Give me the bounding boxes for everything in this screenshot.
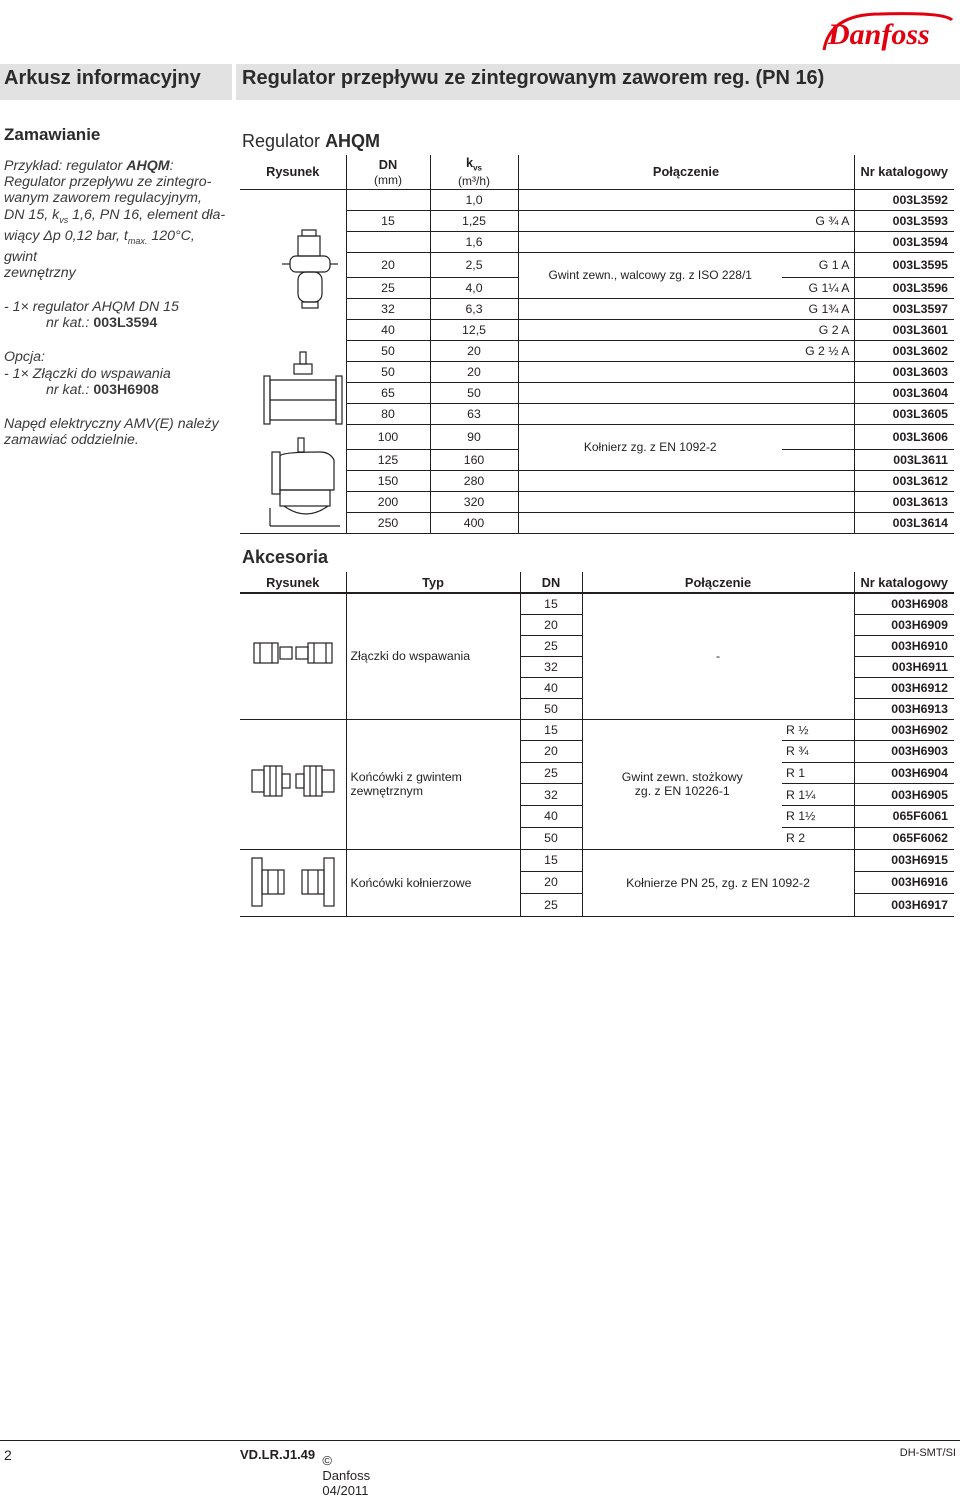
table-cell: 100: [346, 424, 430, 449]
table-cell: 50: [346, 361, 430, 382]
catalog-number: 003L3602: [854, 340, 954, 361]
table-row: [240, 298, 954, 319]
table-cell: [782, 491, 854, 512]
table-cell: 65: [346, 382, 430, 403]
table-cell: 50: [520, 827, 582, 849]
table-cell: [518, 231, 782, 252]
table-cell: 50: [520, 698, 582, 719]
ordering-title: Zamawianie: [4, 125, 101, 144]
catalog-number: 003L3593: [854, 210, 954, 231]
catalog-number: 065F6061: [854, 806, 954, 828]
table-cell: 125: [346, 449, 430, 470]
large-valve-drawing: [270, 438, 340, 526]
catalog-number: 003L3612: [854, 470, 954, 491]
table-cell: R ½: [786, 722, 809, 737]
table-cell: [782, 403, 854, 424]
table-cell: 250: [346, 512, 430, 533]
table-cell: G 1¾ A: [808, 301, 850, 316]
table-cell: 400: [430, 512, 518, 533]
table-cell: 40: [520, 806, 582, 828]
table-row: [240, 210, 954, 231]
weld-fittings-drawing: [240, 593, 346, 719]
weld-fittings-connection: -: [582, 593, 854, 719]
table-cell: 50: [430, 382, 518, 403]
col-type: Typ: [346, 572, 520, 593]
table-cell: 50: [346, 340, 430, 361]
type-threaded-tailpieces: Końcówki z gwintem zewnętrznym: [346, 719, 520, 849]
catalog-number: 003L3597: [854, 298, 954, 319]
table-cell: G 2 A: [818, 322, 850, 337]
accessories-table: [240, 572, 954, 917]
table-cell: 20: [520, 871, 582, 893]
table-row: [240, 491, 954, 512]
catalog-number: 065F6062: [854, 827, 954, 849]
table-cell: G 1 A: [818, 257, 850, 272]
table-cell: 1,0: [430, 189, 518, 210]
table-cell: 1,25: [430, 210, 518, 231]
catalog-number: 003H6909: [854, 614, 954, 635]
table-cell: [346, 231, 430, 252]
table-cell: [518, 298, 782, 319]
flanged-tailpieces-connection: Kołnierze PN 25, zg. z EN 1092-2: [582, 849, 854, 916]
table-row: [240, 719, 954, 741]
catalog-number: 003H6917: [854, 894, 954, 916]
table-cell: G 2 ½ A: [805, 343, 850, 358]
table-cell: [782, 382, 854, 403]
ordering-section: [4, 124, 226, 467]
col-connection: Połączenie: [518, 155, 854, 189]
table-cell: [518, 319, 782, 340]
table-row: [240, 155, 954, 189]
table-cell: 6,3: [430, 298, 518, 319]
table-cell: [782, 512, 854, 533]
order-option: Opcja: - 1× Złączki do wspawania nr kat.: 003H6908: [4, 349, 171, 398]
table-cell: 2,5: [430, 252, 518, 277]
table-cell: 63: [430, 403, 518, 424]
table-cell: 80: [346, 403, 430, 424]
catalog-number: 003H6905: [854, 784, 954, 806]
table-cell: 280: [430, 470, 518, 491]
table-cell: 25: [520, 635, 582, 656]
table-row: [240, 340, 954, 361]
order-example: Przykład: regulator AHQM: Regulator przepływu ze zintegro- wanym zaworem regulacyjnym, DN 15, $k_{vs}$ 1,6, PN 16, element dła- wiący Δp 0,12 bar, $t_{max.}$ 120°C, gwint zewnętrzny: [4, 158, 226, 281]
table-cell: 90: [430, 424, 518, 449]
table-cell: 40: [346, 319, 430, 340]
table-cell: 150: [346, 470, 430, 491]
catalog-number: 003H6910: [854, 635, 954, 656]
table-cell: [782, 470, 854, 491]
doc-reference: VD.LR.J1.49 © Danfoss 04/2011: [240, 1447, 371, 1498]
table-row: [240, 319, 954, 340]
table-cell: G 1¼ A: [808, 280, 850, 295]
order-note: Napęd elektryczny AMV(E) należy zamawiać oddzielnie.: [4, 416, 219, 449]
catalog-number: 003H6904: [854, 762, 954, 784]
table-cell: [518, 403, 782, 424]
table-row: [240, 231, 954, 252]
table-cell: 32: [520, 656, 582, 677]
table-cell: 20: [520, 614, 582, 635]
document-type-header: Arkusz informacyjny: [0, 64, 232, 100]
table-cell: [518, 512, 782, 533]
table-cell: [782, 231, 854, 252]
table-cell: 20: [430, 340, 518, 361]
table-cell: [518, 382, 782, 403]
col-drawing: Rysunek: [266, 574, 320, 590]
catalog-number: 003L3603: [854, 361, 954, 382]
type-weld-fittings: Złączki do wspawania: [346, 593, 520, 719]
table-row: [240, 470, 954, 491]
catalog-number: 003H6908: [854, 593, 954, 614]
flanged-tailpieces-drawing: [240, 849, 346, 916]
danfoss-logo: [818, 6, 956, 56]
table-cell: 1,6: [430, 231, 518, 252]
table-cell: 4,0: [430, 277, 518, 298]
table-cell: 32: [520, 784, 582, 806]
accessories-title: Akcesoria: [242, 547, 329, 567]
catalog-number: 003L3592: [854, 189, 954, 210]
col-dn: DN (mm): [346, 155, 430, 189]
table-cell: 20: [430, 361, 518, 382]
regulator-table: [240, 155, 954, 534]
table-cell: [518, 361, 782, 382]
table-row: [240, 512, 954, 533]
page-number: 2: [4, 1447, 12, 1463]
col-connection: Połączenie: [582, 572, 854, 593]
table-cell: [782, 361, 854, 382]
table-cell: R 1¼: [786, 787, 816, 802]
table-cell: 20: [346, 252, 430, 277]
threaded-connection-desc: Gwint zewn., walcowy zg. z ISO 228/1: [518, 252, 782, 298]
col-drawing: Rysunek: [266, 164, 320, 180]
table-cell: 32: [346, 298, 430, 319]
threaded-valve-drawing: [282, 230, 338, 308]
table-cell: [518, 189, 782, 210]
table-cell: 320: [430, 491, 518, 512]
table-cell: 40: [520, 677, 582, 698]
table-cell: [518, 470, 782, 491]
table-cell: 15: [520, 849, 582, 871]
table-row: [240, 593, 954, 614]
table-cell: R 1: [786, 766, 806, 781]
catalog-number: 003L3614: [854, 512, 954, 533]
catalog-number: 003H6903: [854, 741, 954, 763]
threaded-tailpieces-drawing: [240, 719, 346, 849]
order-item: - 1× regulator AHQM DN 15 nr kat.: 003L3594: [4, 299, 179, 332]
catalog-number: 003L3596: [854, 277, 954, 298]
col-dn: DN: [520, 572, 582, 593]
document-title-header: Regulator przepływu ze zintegrowanym zaworem reg. (PN 16): [236, 64, 960, 100]
catalog-number: 003H6912: [854, 677, 954, 698]
table-row: [240, 572, 954, 593]
type-flanged-tailpieces: Końcówki kołnierzowe: [346, 849, 520, 916]
regulator-drawings: [240, 189, 346, 533]
table-cell: 20: [520, 741, 582, 763]
catalog-number: 003L3611: [854, 449, 954, 470]
table-cell: 12,5: [430, 319, 518, 340]
table-cell: 200: [346, 491, 430, 512]
catalog-number: 003H6902: [854, 719, 954, 741]
col-catalog: Nr katalogowy: [854, 572, 954, 593]
table-cell: [782, 424, 854, 449]
table-cell: G ¾ A: [815, 213, 850, 228]
catalog-number: 003H6916: [854, 871, 954, 893]
table-cell: 15: [346, 210, 430, 231]
flanged-valve-drawing: [264, 352, 342, 424]
logo-text: Danfoss: [828, 18, 930, 51]
table-cell: [518, 210, 782, 231]
table-row: [240, 382, 954, 403]
page-footer: [0, 1440, 960, 1498]
regulator-title: Regulator AHQM: [242, 131, 381, 151]
table-cell: [346, 189, 430, 210]
table-row: [240, 424, 954, 449]
table-row: [240, 403, 954, 424]
table-cell: [782, 449, 854, 470]
table-cell: R ¾: [786, 744, 809, 759]
table-cell: R 1½: [786, 809, 816, 824]
department-code: DH-SMT/SI: [899, 1447, 956, 1459]
table-cell: [518, 340, 782, 361]
col-catalog: Nr katalogowy: [854, 155, 954, 189]
table-row: [240, 361, 954, 382]
catalog-number: 003L3604: [854, 382, 954, 403]
catalog-number: 003H6911: [854, 656, 954, 677]
threaded-tailpieces-connection: Gwint zewn. stożkowy zg. z EN 10226-1: [582, 719, 782, 849]
table-cell: 15: [520, 719, 582, 741]
table-row: [240, 849, 954, 871]
table-cell: 160: [430, 449, 518, 470]
catalog-number: 003L3613: [854, 491, 954, 512]
catalog-number: 003H6913: [854, 698, 954, 719]
table-cell: [782, 189, 854, 210]
flanged-connection-desc: Kołnierz zg. z EN 1092-2: [518, 424, 782, 470]
catalog-number: 003L3605: [854, 403, 954, 424]
col-kvs: $k_{vs}$ (m³/h): [430, 155, 518, 189]
table-cell: 25: [520, 894, 582, 916]
table-cell: 25: [520, 762, 582, 784]
table-row: [240, 189, 954, 210]
catalog-number: 003L3594: [854, 231, 954, 252]
catalog-number: 003L3601: [854, 319, 954, 340]
table-cell: [518, 491, 782, 512]
table-cell: 25: [346, 277, 430, 298]
table-row: [240, 252, 954, 277]
catalog-number: 003L3606: [854, 424, 954, 449]
catalog-number: 003H6915: [854, 849, 954, 871]
catalog-number: 003L3595: [854, 252, 954, 277]
table-cell: 15: [520, 593, 582, 614]
table-cell: R 2: [786, 831, 806, 846]
